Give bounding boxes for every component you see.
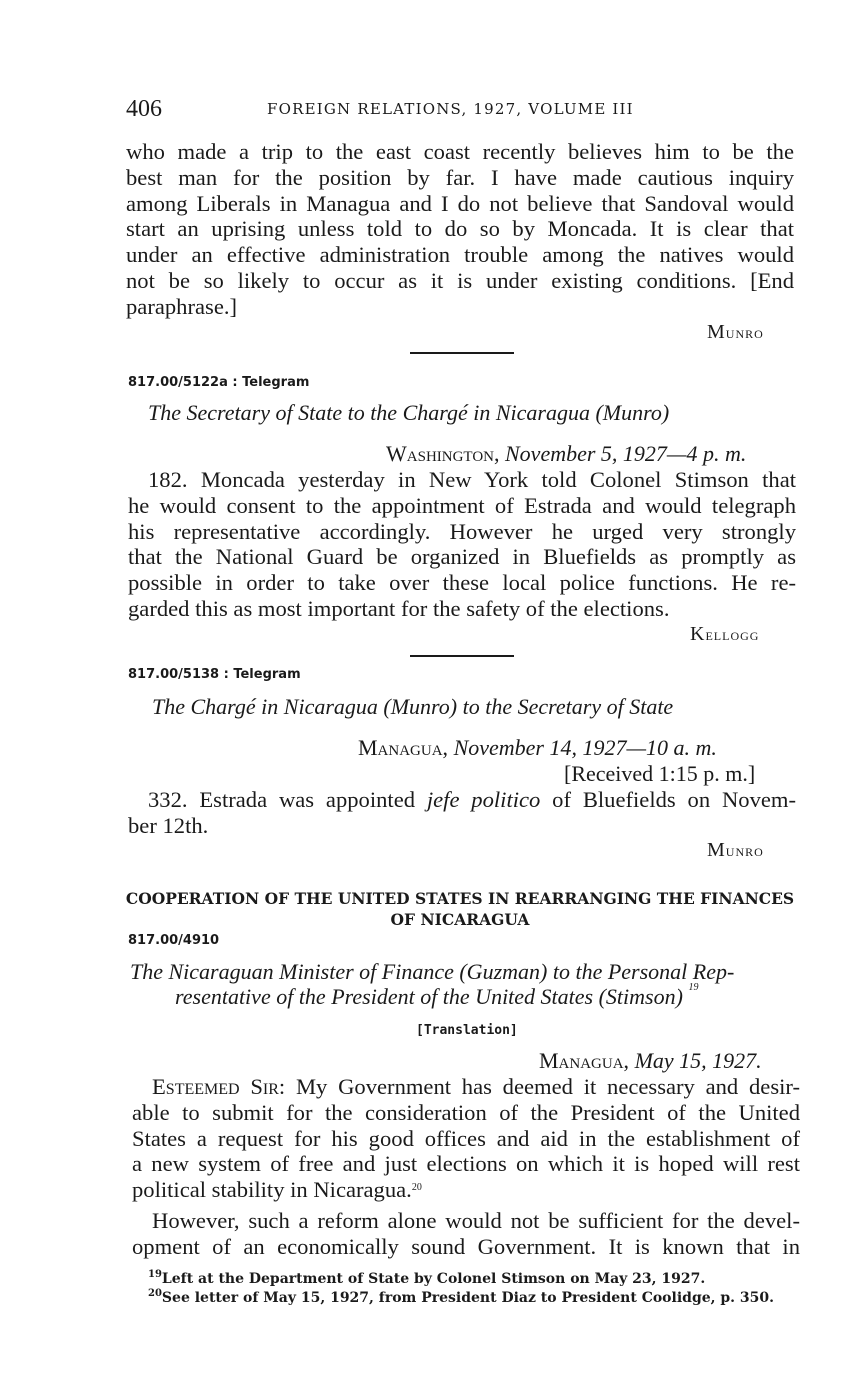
letter-body xyxy=(132,1074,800,1260)
signature-kellogg: Kellogg xyxy=(690,623,760,645)
text-line: States a request for his good offices and aid in the establishment of xyxy=(132,1125,800,1151)
text-line: under an effective administration trouble among the natives would xyxy=(126,242,794,268)
received-time: [Received 1:15 p. m.] xyxy=(564,761,756,786)
dateline-date: November 14, 1927—10 a. m. xyxy=(453,735,717,760)
section-heading: COOPERATION OF THE UNITED STATES IN REARRANGING THE FINANCES OF NICARAGUA xyxy=(125,889,795,929)
text-line: a new system of free and just elections on which it is hoped will rest xyxy=(132,1151,800,1177)
footnote-ref: 19 xyxy=(688,982,699,993)
heading-text: resentative of the President of the United States (Stimson) xyxy=(175,984,683,1009)
file-reference: 817.00/5138 : Telegram xyxy=(128,667,301,682)
file-reference: 817.00/5122a : Telegram xyxy=(128,375,310,390)
text-line: paraphrase.] xyxy=(126,293,238,319)
text-line: not be so likely to occur as it is under existing conditions. [End xyxy=(126,267,794,293)
telegram-body xyxy=(128,787,796,839)
text-segment: 332. Estrada was appointed xyxy=(148,787,427,812)
text-line: start an uprising unless told to do so by Moncada. It is clear that xyxy=(126,216,794,242)
text-line xyxy=(128,787,796,813)
footnote xyxy=(148,1290,774,1306)
dateline-place: Managua, xyxy=(358,735,449,760)
italic-term: jefe politico xyxy=(426,787,541,812)
document-heading: The Nicaraguan Minister of Finance (Guzman) to the Personal Rep- xyxy=(130,959,735,984)
text-line: he would consent to the appointment of Estrada and would telegraph xyxy=(128,492,796,518)
footnote-text: See letter of May 15, 1927, from President Diaz to President Coolidge, p. 350. xyxy=(161,1290,775,1306)
text-line: best man for the position by far. I have made cautious inquiry xyxy=(126,164,794,190)
paragraph-continued xyxy=(126,139,794,320)
text-line: among Liberals in Managua and I do not believe that Sandoval would xyxy=(126,190,794,216)
file-reference: 817.00/4910 xyxy=(128,933,220,948)
text-segment: of Bluefields on Novem- xyxy=(540,787,796,812)
text-line: that the National Guard be organized in Bluefields as promptly as xyxy=(128,544,796,570)
text-segment: political stability in Nicaragua. xyxy=(132,1177,412,1203)
document-heading: The Secretary of State to the Chargé in Nicaragua (Munro) xyxy=(148,400,670,425)
text-line: able to submit for the consideration of the President of the United xyxy=(132,1099,800,1125)
dateline xyxy=(358,735,717,761)
text-line xyxy=(132,1074,800,1100)
text-line: possible in order to take over these local police functions. He re- xyxy=(128,570,796,596)
footnote-ref: 20 xyxy=(411,1182,422,1194)
footnote xyxy=(148,1271,705,1287)
text-segment: My Government has deemed it necessary and desir- xyxy=(285,1074,800,1099)
dateline xyxy=(386,441,746,467)
text-line: his representative accordingly. However he urged very strongly xyxy=(128,518,796,544)
translation-note: [Translation] xyxy=(416,1023,518,1038)
signature-munro: Munro xyxy=(707,839,764,861)
dateline-place: Managua, xyxy=(539,1048,630,1073)
dateline-date: November 5, 1927—4 p. m. xyxy=(505,441,747,466)
text-line: However, such a reform alone would not be sufficient for the devel- xyxy=(152,1207,800,1233)
text-line: garded this as most important for the safety of the elections. xyxy=(128,595,670,621)
running-title: FOREIGN RELATIONS, 1927, VOLUME III xyxy=(267,100,634,118)
dateline-place: Washington, xyxy=(386,441,500,466)
dateline xyxy=(539,1048,762,1074)
salutation: Esteemed Sir: xyxy=(152,1074,286,1099)
footnote-mark: 19 xyxy=(148,1269,162,1280)
text-line: ber 12th. xyxy=(128,812,209,838)
text-line: opment of an economically sound Government. It is known that in xyxy=(132,1233,800,1259)
text-line xyxy=(132,1177,800,1203)
document-heading xyxy=(175,984,698,1010)
footnote-text: Left at the Department of State by Colonel Stimson on May 23, 1927. xyxy=(161,1271,706,1287)
divider-rule xyxy=(410,655,514,657)
divider-rule xyxy=(410,352,514,354)
document-heading: The Chargé in Nicaragua (Munro) to the Secretary of State xyxy=(152,694,674,719)
dateline-date: May 15, 1927. xyxy=(634,1048,762,1073)
signature-munro: Munro xyxy=(707,321,764,343)
page-number: 406 xyxy=(126,96,162,122)
text-line: 182. Moncada yesterday in New York told Colonel Stimson that xyxy=(148,467,796,492)
telegram-body xyxy=(128,467,796,622)
footnote-mark: 20 xyxy=(148,1288,162,1299)
text-line: who made a trip to the east coast recently believes him to be the xyxy=(126,139,794,164)
